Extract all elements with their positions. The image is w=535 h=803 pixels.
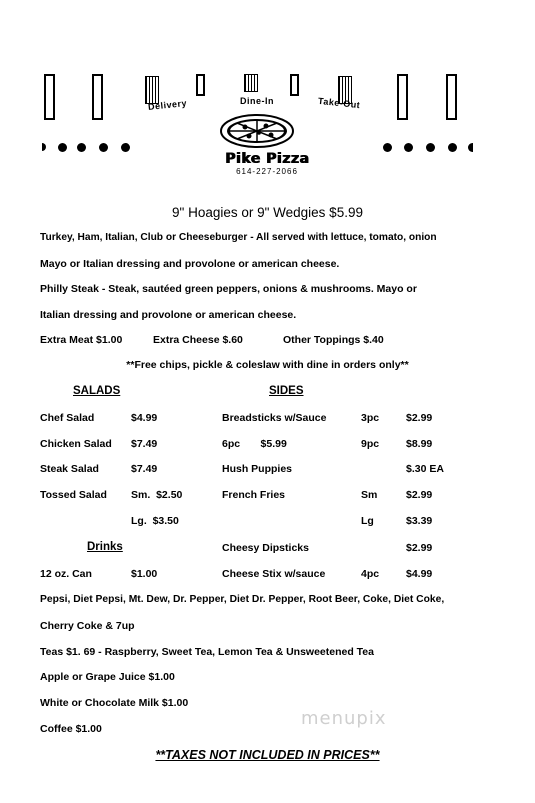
extra-cheese: Extra Cheese $.60 bbox=[153, 334, 243, 346]
soda-list: Pepsi, Diet Pepsi, Mt. Dew, Dr. Pepper, Diet Dr. Pepper, Root Beer, Coke, Diet Coke, bbox=[40, 594, 445, 605]
salad-price: Lg. $3.50 bbox=[131, 515, 179, 527]
dot-decoration bbox=[383, 143, 392, 152]
side-name: Cheesy Dipsticks bbox=[222, 542, 309, 554]
can-name: 12 oz. Can bbox=[40, 568, 92, 580]
juice-line: Apple or Grape Juice $1.00 bbox=[40, 671, 175, 683]
side-price: $4.99 bbox=[406, 568, 433, 580]
side-name: Breadsticks w/Sauce bbox=[222, 412, 327, 424]
dot-decoration bbox=[468, 143, 473, 152]
milk-line: White or Chocolate Milk $1.00 bbox=[40, 697, 189, 709]
soda-list: Cherry Coke & 7up bbox=[40, 620, 135, 632]
dot-decoration bbox=[404, 143, 413, 152]
sides-heading: SIDES bbox=[269, 385, 304, 397]
dot-decoration bbox=[448, 143, 457, 152]
stripe-decoration bbox=[397, 74, 408, 120]
side-size: 3pc bbox=[361, 412, 380, 424]
hoagies-line: Turkey, Ham, Italian, Club or Cheeseburger - All served with lettuce, tomato, onion bbox=[40, 232, 437, 243]
hoagies-line: Italian dressing and provolone or american cheese. bbox=[40, 309, 297, 321]
side-price: $8.99 bbox=[406, 438, 433, 450]
salad-name: Steak Salad bbox=[40, 463, 99, 475]
side-size: Lg bbox=[361, 515, 374, 527]
service-dine-in: Dine-In bbox=[240, 96, 274, 106]
salads-heading: SALADS bbox=[73, 385, 121, 397]
pizza-logo-icon bbox=[219, 113, 295, 149]
side-size: 4pc bbox=[361, 568, 380, 580]
side-name: Cheese Stix w/sauce bbox=[222, 568, 326, 580]
stripe-decoration bbox=[44, 74, 55, 120]
taxes-note: **TAXES NOT INCLUDED IN PRICES** bbox=[155, 748, 380, 762]
dine-in-note: **Free chips, pickle & coleslaw with dine in orders only** bbox=[126, 359, 409, 371]
side-name: Hush Puppies bbox=[222, 463, 293, 475]
stripe-decoration bbox=[145, 76, 159, 104]
stripe-decoration bbox=[92, 74, 103, 120]
hoagies-heading: 9" Hoagies or 9" Wedgies $5.99 bbox=[172, 205, 363, 220]
service-delivery: Delivery bbox=[147, 97, 188, 113]
can-price: $1.00 bbox=[131, 568, 158, 580]
salad-price: $7.49 bbox=[131, 438, 158, 450]
side-price: $2.99 bbox=[406, 542, 433, 554]
side-name: 6pc $5.99 bbox=[222, 438, 287, 450]
side-price: $2.99 bbox=[406, 489, 433, 501]
side-size: Sm bbox=[361, 489, 378, 501]
other-toppings: Other Toppings $.40 bbox=[283, 334, 384, 346]
salad-name: Chicken Salad bbox=[40, 438, 112, 450]
stripe-decoration bbox=[196, 74, 205, 96]
extra-meat: Extra Meat $1.00 bbox=[40, 334, 123, 346]
dot-decoration bbox=[58, 143, 67, 152]
teas-line: Teas $1. 69 - Raspberry, Sweet Tea, Lemon Tea & Unsweetened Tea bbox=[40, 646, 374, 658]
side-price: $2.99 bbox=[406, 412, 433, 424]
coffee-line: Coffee $1.00 bbox=[40, 723, 102, 735]
salad-price: $7.49 bbox=[131, 463, 158, 475]
stripe-decoration bbox=[290, 74, 299, 96]
restaurant-name: Pike Pizza bbox=[224, 151, 310, 167]
hoagies-line: Mayo or Italian dressing and provolone or american cheese. bbox=[40, 258, 340, 270]
salad-name: Chef Salad bbox=[40, 412, 95, 424]
side-price: $3.39 bbox=[406, 515, 433, 527]
hoagies-line: Philly Steak - Steak, sautéed green peppers, onions & mushrooms. Mayo or bbox=[40, 283, 417, 295]
dot-decoration bbox=[42, 143, 46, 151]
salad-price: Sm. $2.50 bbox=[131, 489, 183, 501]
dot-decoration bbox=[426, 143, 435, 152]
watermark-logo: menupix bbox=[301, 708, 387, 729]
service-take-out: Take-Out bbox=[317, 95, 361, 111]
side-price: $.30 EA bbox=[406, 463, 444, 475]
dot-decoration bbox=[99, 143, 108, 152]
side-size: 9pc bbox=[361, 438, 380, 450]
salad-price: $4.99 bbox=[131, 412, 158, 424]
restaurant-phone: 614-227-2066 bbox=[236, 167, 298, 176]
stripe-decoration bbox=[244, 74, 258, 92]
salad-name: Tossed Salad bbox=[40, 489, 107, 501]
side-name: French Fries bbox=[222, 489, 286, 501]
dot-decoration bbox=[121, 143, 130, 152]
drinks-heading: Drinks bbox=[87, 541, 123, 553]
dot-decoration bbox=[77, 143, 86, 152]
stripe-decoration bbox=[446, 74, 457, 120]
